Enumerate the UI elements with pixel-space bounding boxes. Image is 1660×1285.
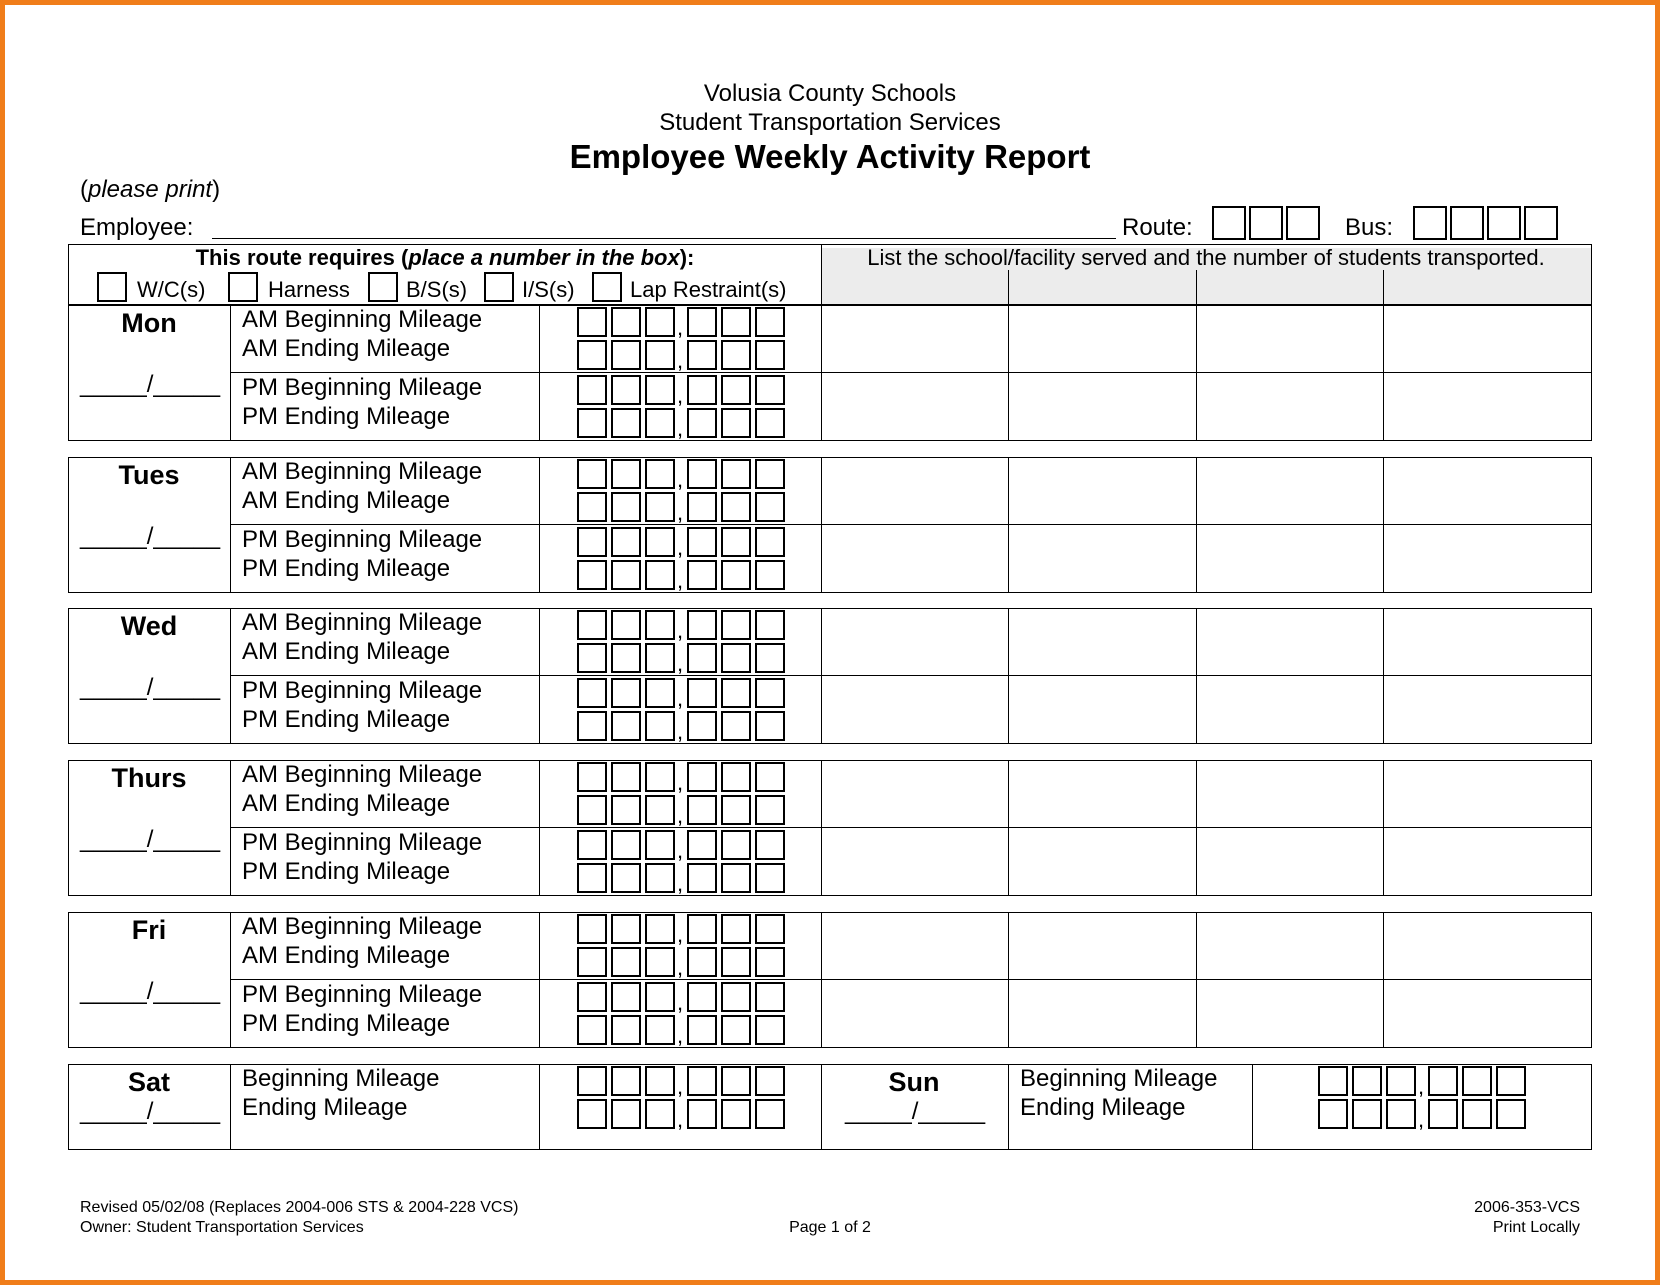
- divider: [1383, 608, 1384, 744]
- mileage-digit-box[interactable]: [1428, 1099, 1458, 1129]
- am-ending-label: AM Ending Mileage: [242, 487, 451, 514]
- divider: [539, 305, 540, 441]
- divider: [821, 305, 822, 441]
- divider: [1383, 912, 1384, 1048]
- divider: [1196, 270, 1197, 305]
- date-field[interactable]: _____/_____: [80, 523, 221, 550]
- comma-separator: ,: [677, 1023, 684, 1048]
- mileage-digit-box[interactable]: [721, 678, 751, 708]
- footer-left: [80, 1198, 518, 1238]
- mileage-digit-box[interactable]: [687, 643, 717, 673]
- comma-separator: ,: [677, 1074, 684, 1099]
- divider: [1008, 608, 1009, 744]
- mileage-digit-box[interactable]: [611, 1066, 641, 1096]
- header-line1: Volusia County Schools: [703, 80, 957, 107]
- mileage-digit-box[interactable]: [1318, 1099, 1348, 1129]
- am-beginning-label: AM Beginning Mileage: [242, 761, 483, 788]
- mileage-digit-box[interactable]: [1352, 1099, 1382, 1129]
- comma-separator: ,: [677, 1107, 684, 1132]
- comma-separator: ,: [677, 838, 684, 863]
- mileage-digit-box[interactable]: [577, 643, 607, 673]
- mileage-digit-box[interactable]: [577, 610, 607, 640]
- mileage-digit-box[interactable]: [611, 947, 641, 977]
- day-label: Tues: [118, 460, 180, 490]
- mileage-digit-box[interactable]: [687, 459, 717, 489]
- mileage-digit-box[interactable]: [577, 830, 607, 860]
- mileage-digit-box[interactable]: [755, 610, 785, 640]
- comma-separator: ,: [677, 467, 684, 492]
- comma-separator: ,: [677, 686, 684, 711]
- mileage-digit-box[interactable]: [721, 1066, 751, 1096]
- comma-separator: ,: [677, 803, 684, 828]
- ending-label: Ending Mileage: [1020, 1094, 1186, 1121]
- mileage-digit-box[interactable]: [721, 307, 751, 337]
- requirement-checkbox[interactable]: [592, 272, 622, 302]
- mileage-digit-box[interactable]: [611, 914, 641, 944]
- mileage-digit-box[interactable]: [577, 678, 607, 708]
- requirements-title-end: ):: [679, 245, 695, 270]
- pm-beginning-label: PM Beginning Mileage: [242, 526, 483, 553]
- footer-right: [1380, 1198, 1580, 1238]
- mileage-digit-box[interactable]: [645, 863, 675, 893]
- mileage-digit-box[interactable]: [687, 1015, 717, 1045]
- mileage-digit-box[interactable]: [687, 863, 717, 893]
- divider: [1196, 457, 1197, 593]
- divider: [1383, 270, 1384, 305]
- mileage-digit-box[interactable]: [611, 527, 641, 557]
- pm-beginning-label: PM Beginning Mileage: [242, 981, 483, 1008]
- divider: [539, 1064, 540, 1150]
- mileage-digit-box[interactable]: [611, 375, 641, 405]
- mileage-digit-box[interactable]: [687, 982, 717, 1012]
- pm-beginning-label: PM Beginning Mileage: [242, 677, 483, 704]
- divider: [1252, 1064, 1253, 1150]
- mileage-digit-box[interactable]: [577, 375, 607, 405]
- mileage-digit-box[interactable]: [1318, 1066, 1348, 1096]
- date-field[interactable]: _____/_____: [80, 1098, 221, 1125]
- mileage-digit-box[interactable]: [687, 711, 717, 741]
- mileage-digit-box[interactable]: [687, 830, 717, 860]
- bus-label: Bus:: [1345, 214, 1394, 241]
- mileage-digit-box[interactable]: [611, 560, 641, 590]
- divider: [230, 675, 1592, 676]
- mileage-digit-box[interactable]: [645, 947, 675, 977]
- mileage-digit-box[interactable]: [755, 947, 785, 977]
- divider: [539, 912, 540, 1048]
- divider: [1196, 760, 1197, 896]
- mileage-digit-box[interactable]: [577, 1099, 607, 1129]
- mileage-digit-box[interactable]: [687, 375, 717, 405]
- comma-separator: ,: [677, 955, 684, 980]
- mileage-digit-box[interactable]: [755, 307, 785, 337]
- mileage-digit-box[interactable]: [645, 560, 675, 590]
- comma-separator: ,: [677, 348, 684, 373]
- mileage-digit-box[interactable]: [645, 307, 675, 337]
- mileage-digit-box[interactable]: [755, 1066, 785, 1096]
- mileage-digit-box[interactable]: [1496, 1066, 1526, 1096]
- date-field[interactable]: _____/_____: [845, 1098, 986, 1125]
- mileage-digit-box[interactable]: [755, 527, 785, 557]
- comma-separator: ,: [677, 770, 684, 795]
- pm-ending-label: PM Ending Mileage: [242, 1010, 451, 1037]
- am-beginning-label: AM Beginning Mileage: [242, 306, 483, 333]
- pm-ending-label: PM Ending Mileage: [242, 555, 451, 582]
- mileage-digit-box[interactable]: [577, 1015, 607, 1045]
- requirement-checkbox[interactable]: [368, 272, 398, 302]
- paren-close: ): [212, 176, 221, 203]
- mileage-digit-box[interactable]: [611, 340, 641, 370]
- am-ending-label: AM Ending Mileage: [242, 790, 451, 817]
- mileage-digit-box[interactable]: [645, 762, 675, 792]
- mileage-digit-box[interactable]: [611, 711, 641, 741]
- mileage-digit-box[interactable]: [721, 982, 751, 1012]
- mileage-digit-box[interactable]: [645, 1099, 675, 1129]
- requirements-title-start: This route requires (: [195, 245, 409, 270]
- mileage-digit-box[interactable]: [611, 459, 641, 489]
- mileage-digit-box[interactable]: [721, 643, 751, 673]
- divider: [230, 979, 1592, 980]
- mileage-digit-box[interactable]: [1352, 1066, 1382, 1096]
- mileage-digit-box[interactable]: [687, 560, 717, 590]
- day-label-sun: Sun: [888, 1067, 940, 1097]
- mileage-digit-box[interactable]: [645, 795, 675, 825]
- header-line2: Student Transportation Services: [659, 109, 1001, 136]
- am-beginning-label: AM Beginning Mileage: [242, 458, 483, 485]
- comma-separator: ,: [1418, 1107, 1425, 1132]
- divider: [821, 1064, 822, 1150]
- mileage-digit-box[interactable]: [577, 492, 607, 522]
- mileage-digit-box[interactable]: [721, 560, 751, 590]
- am-beginning-label: AM Beginning Mileage: [242, 913, 483, 940]
- mileage-digit-box[interactable]: [577, 795, 607, 825]
- mileage-digit-box[interactable]: [755, 1015, 785, 1045]
- beginning-label: Beginning Mileage: [1020, 1065, 1218, 1092]
- mileage-digit-box[interactable]: [611, 982, 641, 1012]
- pm-beginning-label: PM Beginning Mileage: [242, 829, 483, 856]
- mileage-digit-box[interactable]: [611, 643, 641, 673]
- day-label: Mon: [121, 308, 177, 338]
- divider: [539, 760, 540, 896]
- comma-separator: ,: [677, 416, 684, 441]
- mileage-digit-box[interactable]: [755, 982, 785, 1012]
- requirements-title-italic: place a number in the box: [408, 245, 680, 270]
- divider: [1008, 760, 1009, 896]
- mileage-digit-box[interactable]: [755, 863, 785, 893]
- mileage-digit-box[interactable]: [611, 678, 641, 708]
- mileage-digit-box[interactable]: [577, 1066, 607, 1096]
- requirements-title: [70, 245, 820, 271]
- comma-separator: ,: [677, 618, 684, 643]
- employee-field[interactable]: [212, 238, 1116, 239]
- bus-digit-box[interactable]: [1524, 206, 1558, 240]
- divider: [1196, 305, 1197, 441]
- mileage-digit-box[interactable]: [1386, 1099, 1416, 1129]
- mileage-digit-box[interactable]: [687, 1066, 717, 1096]
- route-digit-box[interactable]: [1286, 206, 1320, 240]
- mileage-digit-box[interactable]: [755, 459, 785, 489]
- divider: [230, 912, 231, 1048]
- divider: [821, 608, 822, 744]
- divider: [1008, 270, 1009, 305]
- mileage-digit-box[interactable]: [721, 340, 751, 370]
- mileage-digit-box[interactable]: [721, 795, 751, 825]
- am-ending-label: AM Ending Mileage: [242, 335, 451, 362]
- mileage-digit-box[interactable]: [577, 914, 607, 944]
- mileage-digit-box[interactable]: [645, 830, 675, 860]
- mileage-digit-box[interactable]: [577, 408, 607, 438]
- mileage-digit-box[interactable]: [645, 1015, 675, 1045]
- comma-separator: ,: [677, 383, 684, 408]
- mileage-digit-box[interactable]: [721, 1015, 751, 1045]
- mileage-digit-box[interactable]: [755, 492, 785, 522]
- mileage-digit-box[interactable]: [577, 560, 607, 590]
- date-field[interactable]: _____/_____: [80, 978, 221, 1005]
- route-label: Route:: [1122, 214, 1193, 241]
- mileage-digit-box[interactable]: [721, 830, 751, 860]
- requirement-label: Lap Restraint(s): [630, 277, 787, 302]
- comma-separator: ,: [677, 535, 684, 560]
- mileage-digit-box[interactable]: [577, 947, 607, 977]
- mileage-digit-box[interactable]: [755, 711, 785, 741]
- mileage-digit-box[interactable]: [645, 375, 675, 405]
- comma-separator: ,: [677, 990, 684, 1015]
- mileage-digit-box[interactable]: [645, 408, 675, 438]
- mileage-digit-box[interactable]: [577, 863, 607, 893]
- mileage-digit-box[interactable]: [721, 1099, 751, 1129]
- mileage-digit-box[interactable]: [645, 982, 675, 1012]
- mileage-digit-box[interactable]: [755, 830, 785, 860]
- requirement-label: W/C(s): [137, 277, 206, 302]
- route-digit-box[interactable]: [1249, 206, 1283, 240]
- comma-separator: ,: [1418, 1074, 1425, 1099]
- mileage-digit-box[interactable]: [611, 830, 641, 860]
- mileage-digit-box[interactable]: [687, 795, 717, 825]
- mileage-digit-box[interactable]: [721, 459, 751, 489]
- please-print-text: please print: [88, 176, 213, 203]
- please-print-note: [80, 176, 220, 204]
- pm-ending-label: PM Ending Mileage: [242, 858, 451, 885]
- bus-digit-box[interactable]: [1450, 206, 1484, 240]
- date-field[interactable]: _____/_____: [80, 371, 221, 398]
- mileage-digit-box[interactable]: [611, 1099, 641, 1129]
- divider: [230, 827, 1592, 828]
- mileage-digit-box[interactable]: [645, 1066, 675, 1096]
- mileage-digit-box[interactable]: [577, 762, 607, 792]
- requirement-label: I/S(s): [522, 277, 575, 302]
- divider: [1383, 457, 1384, 593]
- mileage-digit-box[interactable]: [687, 1099, 717, 1129]
- mileage-digit-box[interactable]: [755, 1099, 785, 1129]
- mileage-digit-box[interactable]: [1386, 1066, 1416, 1096]
- route-digit-box[interactable]: [1212, 206, 1246, 240]
- bus-digit-box[interactable]: [1413, 206, 1447, 240]
- mileage-digit-box[interactable]: [687, 492, 717, 522]
- mileage-digit-box[interactable]: [721, 375, 751, 405]
- mileage-digit-box[interactable]: [611, 795, 641, 825]
- mileage-digit-box[interactable]: [755, 560, 785, 590]
- comma-separator: ,: [677, 500, 684, 525]
- mileage-digit-box[interactable]: [687, 947, 717, 977]
- divider: [230, 1064, 231, 1150]
- divider: [821, 912, 822, 1048]
- page-number: Page 1 of 2: [789, 1219, 871, 1236]
- mileage-digit-box[interactable]: [577, 982, 607, 1012]
- revised-note: Revised 05/02/08 (Replaces 2004-006 STS & 2004-228 VCS): [80, 1199, 519, 1216]
- mileage-digit-box[interactable]: [721, 914, 751, 944]
- mileage-digit-box[interactable]: [687, 610, 717, 640]
- mileage-digit-box[interactable]: [611, 408, 641, 438]
- divider: [230, 524, 1592, 525]
- mileage-digit-box[interactable]: [645, 340, 675, 370]
- mileage-digit-box[interactable]: [645, 711, 675, 741]
- mileage-digit-box[interactable]: [755, 375, 785, 405]
- mileage-digit-box[interactable]: [1462, 1066, 1492, 1096]
- mileage-digit-box[interactable]: [1428, 1066, 1458, 1096]
- mileage-digit-box[interactable]: [755, 795, 785, 825]
- divider: [1008, 305, 1009, 441]
- mileage-digit-box[interactable]: [755, 408, 785, 438]
- pm-beginning-label: PM Beginning Mileage: [242, 374, 483, 401]
- mileage-digit-box[interactable]: [577, 307, 607, 337]
- mileage-digit-box[interactable]: [1462, 1099, 1492, 1129]
- divider: [821, 457, 822, 593]
- mileage-digit-box[interactable]: [755, 340, 785, 370]
- comma-separator: ,: [677, 315, 684, 340]
- mileage-digit-box[interactable]: [577, 459, 607, 489]
- beginning-label: Beginning Mileage: [242, 1065, 440, 1092]
- mileage-digit-box[interactable]: [645, 643, 675, 673]
- ending-label: Ending Mileage: [242, 1094, 408, 1121]
- mileage-digit-box[interactable]: [645, 459, 675, 489]
- requirement-checkbox[interactable]: [228, 272, 258, 302]
- divider: [230, 608, 231, 744]
- divider: [821, 760, 822, 896]
- mileage-digit-box[interactable]: [577, 527, 607, 557]
- report-title: Employee Weekly Activity Report: [569, 138, 1091, 175]
- day-label-sat: Sat: [127, 1067, 171, 1097]
- mileage-digit-box[interactable]: [721, 762, 751, 792]
- mileage-digit-box[interactable]: [687, 678, 717, 708]
- comma-separator: ,: [677, 651, 684, 676]
- requirement-label: B/S(s): [406, 277, 468, 302]
- mileage-digit-box[interactable]: [645, 678, 675, 708]
- divider: [539, 457, 540, 593]
- divider: [230, 760, 231, 896]
- mileage-digit-box[interactable]: [687, 914, 717, 944]
- comma-separator: ,: [677, 871, 684, 896]
- mileage-digit-box[interactable]: [1496, 1099, 1526, 1129]
- mileage-digit-box[interactable]: [687, 527, 717, 557]
- requirement-checkbox[interactable]: [97, 272, 127, 302]
- mileage-digit-box[interactable]: [755, 762, 785, 792]
- day-label: Fri: [131, 915, 167, 945]
- divider: [1383, 760, 1384, 896]
- requirement-label: Harness: [268, 277, 350, 302]
- form-number: 2006-353-VCS: [1474, 1199, 1580, 1216]
- divider: [230, 305, 231, 441]
- print-note: Print Locally: [1492, 1219, 1580, 1236]
- list-title: List the school/facility served and the number of students transported.: [867, 245, 1545, 270]
- comma-separator: ,: [677, 719, 684, 744]
- divider: [1196, 608, 1197, 744]
- mileage-digit-box[interactable]: [611, 762, 641, 792]
- mileage-digit-box[interactable]: [611, 863, 641, 893]
- mileage-digit-box[interactable]: [645, 914, 675, 944]
- date-field[interactable]: _____/_____: [80, 826, 221, 853]
- mileage-digit-box[interactable]: [645, 610, 675, 640]
- mileage-digit-box[interactable]: [755, 678, 785, 708]
- am-ending-label: AM Ending Mileage: [242, 638, 451, 665]
- divider: [230, 457, 231, 593]
- mileage-digit-box[interactable]: [611, 307, 641, 337]
- mileage-digit-box[interactable]: [645, 527, 675, 557]
- mileage-digit-box[interactable]: [721, 711, 751, 741]
- am-beginning-label: AM Beginning Mileage: [242, 609, 483, 636]
- divider: [1196, 912, 1197, 1048]
- mileage-digit-box[interactable]: [687, 408, 717, 438]
- mileage-digit-box[interactable]: [721, 947, 751, 977]
- divider: [230, 372, 1592, 373]
- mileage-digit-box[interactable]: [721, 527, 751, 557]
- mileage-digit-box[interactable]: [721, 408, 751, 438]
- pm-ending-label: PM Ending Mileage: [242, 706, 451, 733]
- mileage-digit-box[interactable]: [611, 492, 641, 522]
- mileage-digit-box[interactable]: [721, 610, 751, 640]
- day-label: Thurs: [111, 763, 187, 793]
- employee-label: Employee:: [80, 214, 194, 241]
- day-label: Wed: [120, 611, 178, 641]
- mileage-digit-box[interactable]: [577, 340, 607, 370]
- mileage-digit-box[interactable]: [577, 711, 607, 741]
- divider: [1008, 912, 1009, 1048]
- mileage-digit-box[interactable]: [645, 492, 675, 522]
- mileage-digit-box[interactable]: [611, 610, 641, 640]
- divider: [1008, 457, 1009, 593]
- am-ending-label: AM Ending Mileage: [242, 942, 451, 969]
- comma-separator: ,: [677, 568, 684, 593]
- date-field[interactable]: _____/_____: [80, 674, 221, 701]
- bus-digit-box[interactable]: [1487, 206, 1521, 240]
- mileage-digit-box[interactable]: [611, 1015, 641, 1045]
- mileage-digit-box[interactable]: [755, 643, 785, 673]
- pm-ending-label: PM Ending Mileage: [242, 403, 451, 430]
- divider: [539, 608, 540, 744]
- mileage-digit-box[interactable]: [755, 914, 785, 944]
- owner-note: Owner: Student Transportation Services: [80, 1219, 364, 1236]
- paren-open: (: [80, 176, 88, 203]
- mileage-digit-box[interactable]: [721, 863, 751, 893]
- mileage-digit-box[interactable]: [687, 307, 717, 337]
- requirement-checkbox[interactable]: [484, 272, 514, 302]
- divider: [1008, 1064, 1009, 1150]
- mileage-digit-box[interactable]: [721, 492, 751, 522]
- divider: [1383, 305, 1384, 441]
- mileage-digit-box[interactable]: [687, 340, 717, 370]
- mileage-digit-box[interactable]: [687, 762, 717, 792]
- comma-separator: ,: [677, 922, 684, 947]
